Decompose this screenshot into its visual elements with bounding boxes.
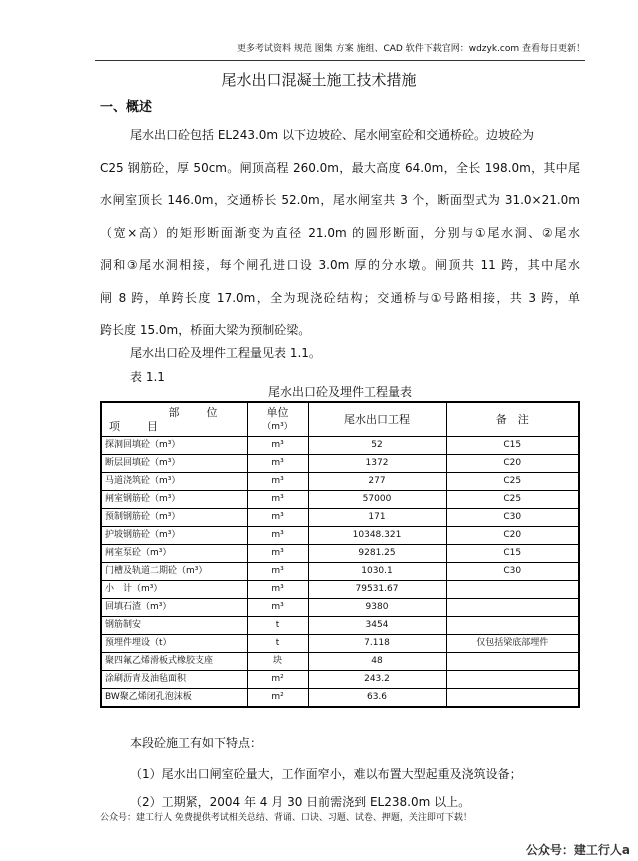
table-row xyxy=(101,491,579,509)
header-note: 备 注 xyxy=(446,402,579,437)
cell-quantity: 79531.67 xyxy=(308,581,446,599)
cell-unit: m³ xyxy=(247,581,308,599)
table-row xyxy=(101,689,579,708)
cell-quantity: 243.2 xyxy=(308,671,446,689)
cell-quantity: 48 xyxy=(308,653,446,671)
features-intro: 本段砼施工有如下特点： xyxy=(130,736,263,750)
header-quantity: 尾水出口工程 xyxy=(308,402,446,437)
cell-note: C15 xyxy=(446,545,579,563)
paragraph-line: 跨长度 15.0m，桥面大梁为预制砼梁。 xyxy=(100,323,311,337)
cell-unit: m³ xyxy=(247,491,308,509)
table-body xyxy=(101,437,579,708)
cell-note xyxy=(446,671,579,689)
header-divider xyxy=(95,60,585,61)
cell-note xyxy=(446,689,579,708)
cell-unit: m³ xyxy=(247,437,308,455)
paragraph-line: 水闸室顶长 146.0m，交通桥长 52.0m，尾水闸室共 3 个，断面型式为 31.0×21.0m xyxy=(100,193,580,207)
cell-quantity: 63.6 xyxy=(308,689,446,708)
cell-note xyxy=(446,653,579,671)
table-row xyxy=(101,581,579,599)
cell-unit: m³ xyxy=(247,509,308,527)
cell-item: 涂刷沥青及油毡面积 xyxy=(101,671,247,689)
cell-item: 回填石渣（m³） xyxy=(101,599,247,617)
cell-item: 门槽及轨道二期砼（m³） xyxy=(101,563,247,581)
table-row xyxy=(101,599,579,617)
table-row xyxy=(101,527,579,545)
cell-note xyxy=(446,599,579,617)
cell-quantity: 7.118 xyxy=(308,635,446,653)
cell-unit: m² xyxy=(247,689,308,708)
cell-quantity: 57000 xyxy=(308,491,446,509)
feature-point: （2）工期紧，2004 年 4 月 30 日前需浇到 EL238.0m 以上。 xyxy=(130,795,471,809)
table-caption: 尾水出口砼及埋件工程量表 xyxy=(267,385,412,399)
table-row xyxy=(101,509,579,527)
document-title: 尾水出口混凝土施工技术措施 xyxy=(221,71,417,89)
cell-unit: 块 xyxy=(247,653,308,671)
cell-unit: m³ xyxy=(247,599,308,617)
cell-note: C20 xyxy=(446,455,579,473)
cell-note: C25 xyxy=(446,491,579,509)
cell-unit: m² xyxy=(247,671,308,689)
table-label: 表 1.1 xyxy=(130,370,165,384)
table-row xyxy=(101,437,579,455)
cell-item: 预埋件埋设（t） xyxy=(101,635,247,653)
section-heading-overview: 一、概述 xyxy=(100,100,153,115)
cell-unit: m³ xyxy=(247,545,308,563)
table-row xyxy=(101,671,579,689)
cell-item: 钢筋制安 xyxy=(101,617,247,635)
paragraph-line: 尾水出口砼包括 EL243.0m 以下边坡砼、尾水闸室砼和交通桥砼。边坡砼为 xyxy=(130,128,534,142)
quantity-table xyxy=(100,401,580,708)
table-row xyxy=(101,545,579,563)
watermark: 公众号：建工行人a xyxy=(525,843,630,857)
header-item-bottom: 项 目 xyxy=(109,419,166,433)
cell-unit: m³ xyxy=(247,527,308,545)
table-header-row xyxy=(101,402,579,437)
cell-item: 闸室钢筋砼（m³） xyxy=(101,491,247,509)
paragraph-line: （宽×高）的矩形断面渐变为直径 21.0m 的圆形断面，分别与①尾水洞、②尾水 xyxy=(100,226,580,240)
paragraph-line: 闸 8 跨，单跨长度 17.0m，全为现浇砼结构；交通桥与①号路相接，共 3 跨，单 xyxy=(100,291,580,305)
cell-note: C20 xyxy=(446,527,579,545)
cell-item: 闸室泵砼（m³） xyxy=(101,545,247,563)
cell-quantity: 52 xyxy=(308,437,446,455)
paragraph-line: C25 钢筋砼，厚 50cm。闸顶高程 260.0m，最大高度 64.0m，全长 198.0m，其中尾 xyxy=(100,161,580,175)
cell-item: BW聚乙烯闭孔泡沫板 xyxy=(101,689,247,708)
cell-item: 聚四氟乙烯滑板式橡胶支座 xyxy=(101,653,247,671)
cell-quantity: 9281.25 xyxy=(308,545,446,563)
cell-note: 仅包括梁底部埋件 xyxy=(446,635,579,653)
cell-note xyxy=(446,581,579,599)
cell-unit: t xyxy=(247,617,308,635)
cell-note xyxy=(446,617,579,635)
cell-quantity: 277 xyxy=(308,473,446,491)
table-reference: 尾水出口砼及埋件工程量见表 1.1。 xyxy=(130,346,321,360)
cell-unit: m³ xyxy=(247,455,308,473)
cell-item: 断层回填砼（m³） xyxy=(101,455,247,473)
cell-unit: m³ xyxy=(247,563,308,581)
cell-quantity: 3454 xyxy=(308,617,446,635)
header-item xyxy=(101,402,247,437)
cell-quantity: 1372 xyxy=(308,455,446,473)
cell-note: C15 xyxy=(446,437,579,455)
header-unit xyxy=(247,402,308,437)
paragraph-line: 洞和③尾水洞相接，每个闸孔进口设 3.0m 厚的分水墩。闸顶共 11 跨，其中尾水 xyxy=(100,258,580,272)
cell-note: C30 xyxy=(446,563,579,581)
cell-unit: t xyxy=(247,635,308,653)
table-row xyxy=(101,473,579,491)
cell-quantity: 10348.321 xyxy=(308,527,446,545)
cell-item: 预制钢筋砼（m³） xyxy=(101,509,247,527)
cell-note: C30 xyxy=(446,509,579,527)
table-row xyxy=(101,653,579,671)
feature-point: （1）尾水出口闸室砼量大，工作面窄小，难以布置大型起重及浇筑设备； xyxy=(130,767,522,781)
footer-note: 公众号：建工行人 免费提供考试相关总结、背诵、口诀、习题、试卷、押题，关注即可下载！ xyxy=(100,813,472,823)
table-row xyxy=(101,617,579,635)
cell-quantity: 9380 xyxy=(308,599,446,617)
header-unit-label: 单位 xyxy=(266,405,289,419)
cell-item: 护坡钢筋砼（m³） xyxy=(101,527,247,545)
cell-item: 探洞回填砼（m³） xyxy=(101,437,247,455)
table-row xyxy=(101,563,579,581)
cell-quantity: 171 xyxy=(308,509,446,527)
table-row xyxy=(101,635,579,653)
cell-quantity: 1030.1 xyxy=(308,563,446,581)
header-unit-sub: （m³） xyxy=(262,421,293,432)
header-promo: 更多考试资料 规范 图集 方案 施组、CAD 软件下载官网：wdzyk.com 查看每日更新！ xyxy=(237,44,585,54)
cell-unit: m³ xyxy=(247,473,308,491)
cell-note: C25 xyxy=(446,473,579,491)
cell-item: 小 计（m³） xyxy=(101,581,247,599)
cell-item: 马道浇筑砼（m³） xyxy=(101,473,247,491)
table-row xyxy=(101,455,579,473)
header-item-top: 部 位 xyxy=(168,405,226,419)
